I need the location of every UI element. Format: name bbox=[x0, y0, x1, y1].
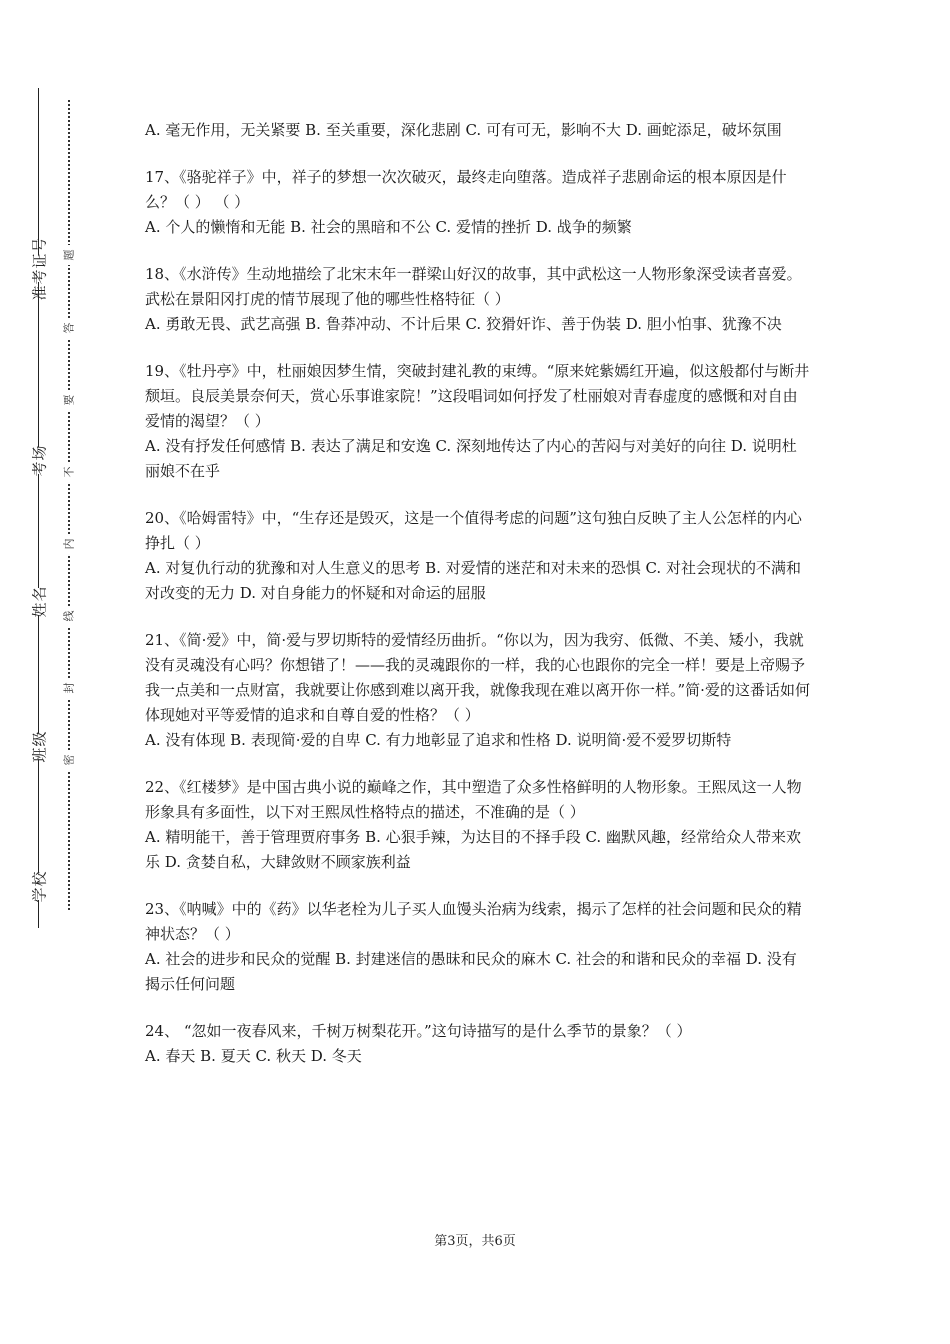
field-exam-number: 准考证号 bbox=[24, 255, 54, 282]
page-footer: 第3页，共6页 bbox=[434, 1234, 516, 1249]
question-stem: 21、《简·爱》中，简·爱与罗切斯特的爱情经历曲折。“你以为，因为我穷、低微、不美、矮小，我就没有灵魂没有心吗？你想错了！——我的灵魂跟你的一样，我的心也跟你的完全一样！要是上帝赐予我一点美和一点财富，我就要让你感到难以离开我，就像我现在难以离开你一样。”简·爱的这番话如何体现她对平等爱情的追求和自尊自爱的性格？（ ） bbox=[145, 631, 810, 724]
question-stem: 19、《牡丹亭》中，杜丽娘因梦生情，突破封建礼教的束缚。“原来姹紫嫣红开遍，似这般都付与断井颓垣。良辰美景奈何天，赏心乐事谁家院！”这段唱词如何抒发了杜丽娘对青春虚度的感慨和对自由爱情的渴望？（ ） bbox=[145, 362, 810, 430]
field-class: 班级 bbox=[24, 733, 54, 760]
binding-solid-line bbox=[38, 88, 39, 928]
options: A. 社会的进步和民众的觉醒 B. 封建迷信的愚昧和民众的麻木 C. 社会的和谐和民众的幸福 D. 没有揭示任何问题 bbox=[145, 950, 797, 993]
question-stem: 18、《水浒传》生动地描绘了北宋末年一群梁山好汉的故事，其中武松这一人物形象深受读者喜爱。武松在景阳冈打虎的情节展现了他的哪些性格特征（ ） bbox=[145, 265, 802, 308]
options: A. 对复仇行动的犹豫和对人生意义的思考 B. 对爱情的迷茫和对未来的恐惧 C. 对社会现状的不满和对改变的无力 D. 对自身能力的怀疑和对命运的屈服 bbox=[145, 559, 801, 602]
question-23 bbox=[145, 897, 810, 997]
question-stem: 20、《哈姆雷特》中，“生存还是毁灭，这是一个值得考虑的问题”这句独白反映了主人公怎样的内心挣扎（ ） bbox=[145, 509, 802, 552]
question-stem: 23、《呐喊》中的《药》以华老栓为儿子买人血馒头治病为线索，揭示了怎样的社会问题和民众的精神状态？（ ） bbox=[145, 900, 802, 943]
question-19 bbox=[145, 359, 810, 484]
seal-char: 题 bbox=[60, 245, 76, 265]
question-24 bbox=[145, 1019, 810, 1069]
seal-char: 要 bbox=[60, 390, 76, 410]
seal-char: 内 bbox=[60, 534, 76, 554]
question-16-options-block bbox=[145, 118, 810, 143]
options: A. 个人的懒惰和无能 B. 社会的黑暗和不公 C. 爱情的挫折 D. 战争的频繁 bbox=[145, 218, 632, 236]
options: A. 毫无作用，无关紧要 B. 至关重要，深化悲剧 C. 可有可无，影响不大 D. 画蛇添足，破坏氛围 bbox=[145, 121, 782, 139]
seal-char: 线 bbox=[60, 606, 76, 626]
options: A. 精明能干，善于管理贾府事务 B. 心狠手辣，为达目的不择手段 C. 幽默风趣，经常给众人带来欢乐 D. 贪婪自私，大肆敛财不顾家族利益 bbox=[145, 828, 801, 871]
seal-char: 答 bbox=[60, 318, 76, 338]
question-stem: 24、 “忽如一夜春风来，千树万树梨花开。”这句诗描写的是什么季节的景象？（ ） bbox=[145, 1022, 692, 1040]
options: A. 春天 B. 夏天 C. 秋天 D. 冬天 bbox=[145, 1047, 362, 1065]
binding-margin bbox=[0, 0, 95, 1344]
question-22 bbox=[145, 775, 810, 875]
question-stem: 17、《骆驼祥子》中，祥子的梦想一次次破灭，最终走向堕落。造成祥子悲剧命运的根本原因是什么？（ ） （ ） bbox=[145, 168, 787, 211]
options: A. 没有体现 B. 表现简·爱的自卑 C. 有力地彰显了追求和性格 D. 说明简·爱不爱罗切斯特 bbox=[145, 731, 732, 749]
seal-char: 密 bbox=[60, 750, 76, 770]
options: A. 勇敢无畏、武艺高强 B. 鲁莽冲动、不计后果 C. 狡猾奸诈、善于伪装 D. 胆小怕事、犹豫不决 bbox=[145, 315, 782, 333]
seal-char: 不 bbox=[60, 462, 76, 482]
question-21 bbox=[145, 628, 810, 753]
seal-char: 封 bbox=[60, 678, 76, 698]
question-list bbox=[145, 118, 810, 1091]
question-18 bbox=[145, 262, 810, 337]
seal-dotted-line bbox=[68, 100, 70, 910]
field-name: 姓名 bbox=[24, 588, 54, 615]
field-exam-room: 考场 bbox=[24, 447, 54, 474]
field-school: 学校 bbox=[24, 873, 54, 900]
question-20 bbox=[145, 506, 810, 606]
question-stem: 22、《红楼梦》是中国古典小说的巅峰之作，其中塑造了众多性格鲜明的人物形象。王熙凤这一人物形象具有多面性，以下对王熙凤性格特点的描述，不准确的是（ ） bbox=[145, 778, 802, 821]
options: A. 没有抒发任何感情 B. 表达了满足和安逸 C. 深刻地传达了内心的苦闷与对美好的向往 D. 说明杜丽娘不在乎 bbox=[145, 437, 797, 480]
question-17 bbox=[145, 165, 810, 240]
